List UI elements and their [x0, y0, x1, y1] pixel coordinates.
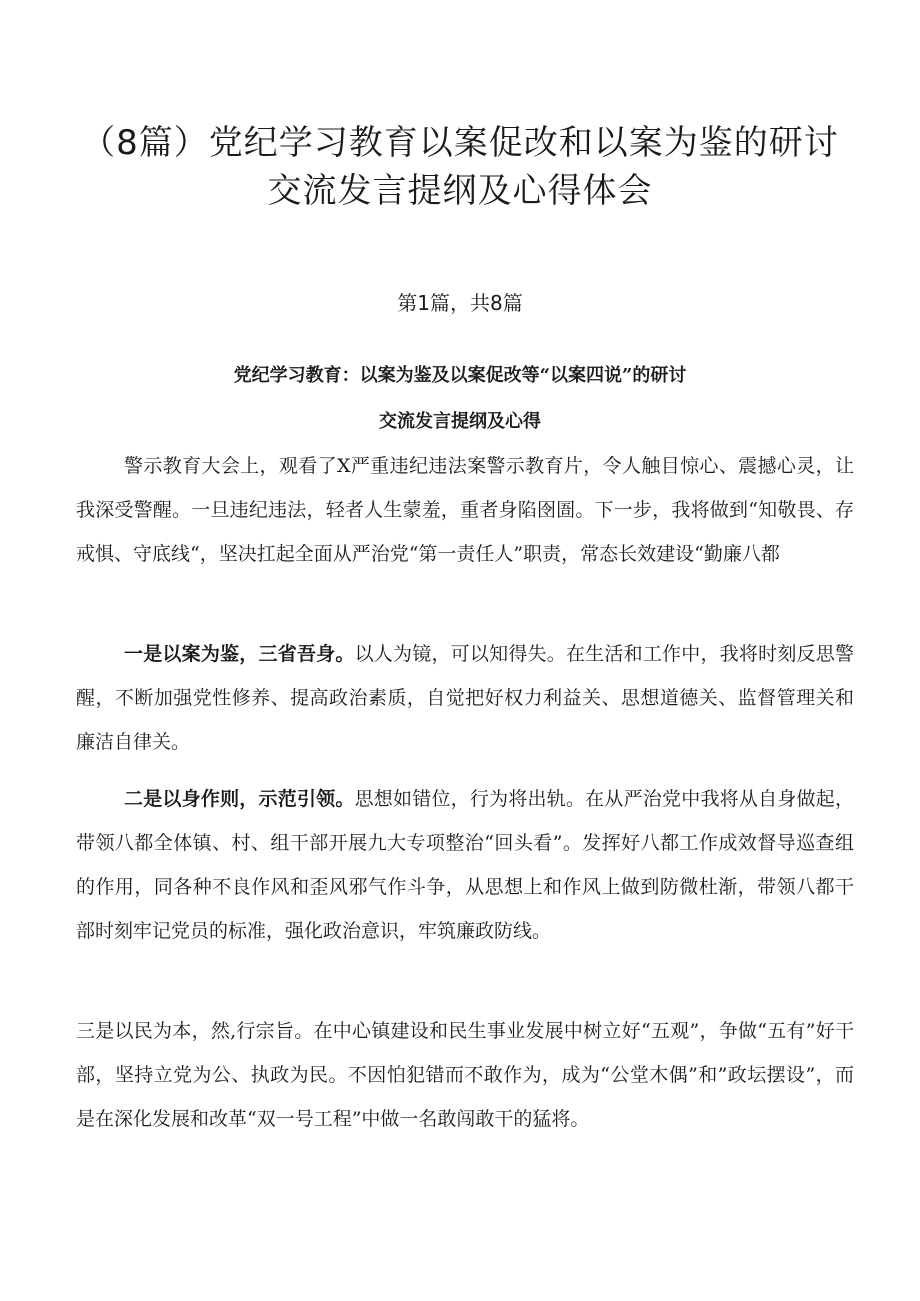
paragraph-point-two — [76, 777, 854, 953]
paragraph-point-one — [76, 632, 854, 764]
paragraph-intro — [76, 444, 854, 576]
paragraph-text: 以人为镜，可以知得失。在生活和工作中，我将时刻反思警醒，不断加强党性修养、提高政治素质，自觉把好权力利益关、思想道德关、监督管理关和廉洁自律关。 — [76, 643, 854, 753]
document-title-line-2: 交流发言提纲及心得体会 — [267, 171, 653, 211]
paragraph-text: 三是以民为本，然,行宗旨。在中心镇建设和民生事业发展中树立好“五观”，争做“五有”好干部，坚持立党为公、执政为民。不因怕犯错而不敢作为，成为“公堂木偶”和”政坛摆设”，而是在深化发展和改革“双一号工程”中做一名敢闯敢干的猛将。 — [76, 1020, 854, 1130]
document-title-line-1: （8篇）党纪学习教育以案促改和以案为鉴的研讨 — [81, 123, 839, 163]
article-subtitle-line-1: 党纪学习教育：以案为鉴及以案促改等“以案四说”的研讨 — [233, 364, 687, 386]
paragraph-lead: 一是以案为鉴，三省吾身。 — [124, 643, 355, 665]
paragraph-text: 警示教育大会上，观看了X严重违纪违法案警示教育片，令人触目惊心、震撼心灵，让我深受警醒。一旦违纪违法，轻者人生蒙羞，重者身陷囹圄。下一步，我将做到“知敬畏、存戒惧、守底线“，坚决扛起全面从严治党“第一责任人”职责，常态长效建设“勤廉八都 — [76, 455, 854, 565]
article-subtitle-line-2: 交流发言提纲及心得 — [379, 410, 541, 432]
section-label: 第1篇，共8篇 — [397, 291, 523, 315]
paragraph-point-three — [76, 1009, 854, 1141]
paragraph-text: 思想如错位，行为将出轨。在从严治党中我将从自身做起，带领八都全体镇、村、组干部开展九大专项整治“回头看”。发挥好八都工作成效督导巡查组的作用，同各种不良作风和歪风邪气作斗争，从思想上和作风上做到防微杜渐，带领八都干部时刻牢记党员的标准，强化政治意识，牢筑廉政防线。 — [76, 788, 854, 942]
paragraph-lead: 二是以身作则，示范引领。 — [124, 788, 355, 810]
